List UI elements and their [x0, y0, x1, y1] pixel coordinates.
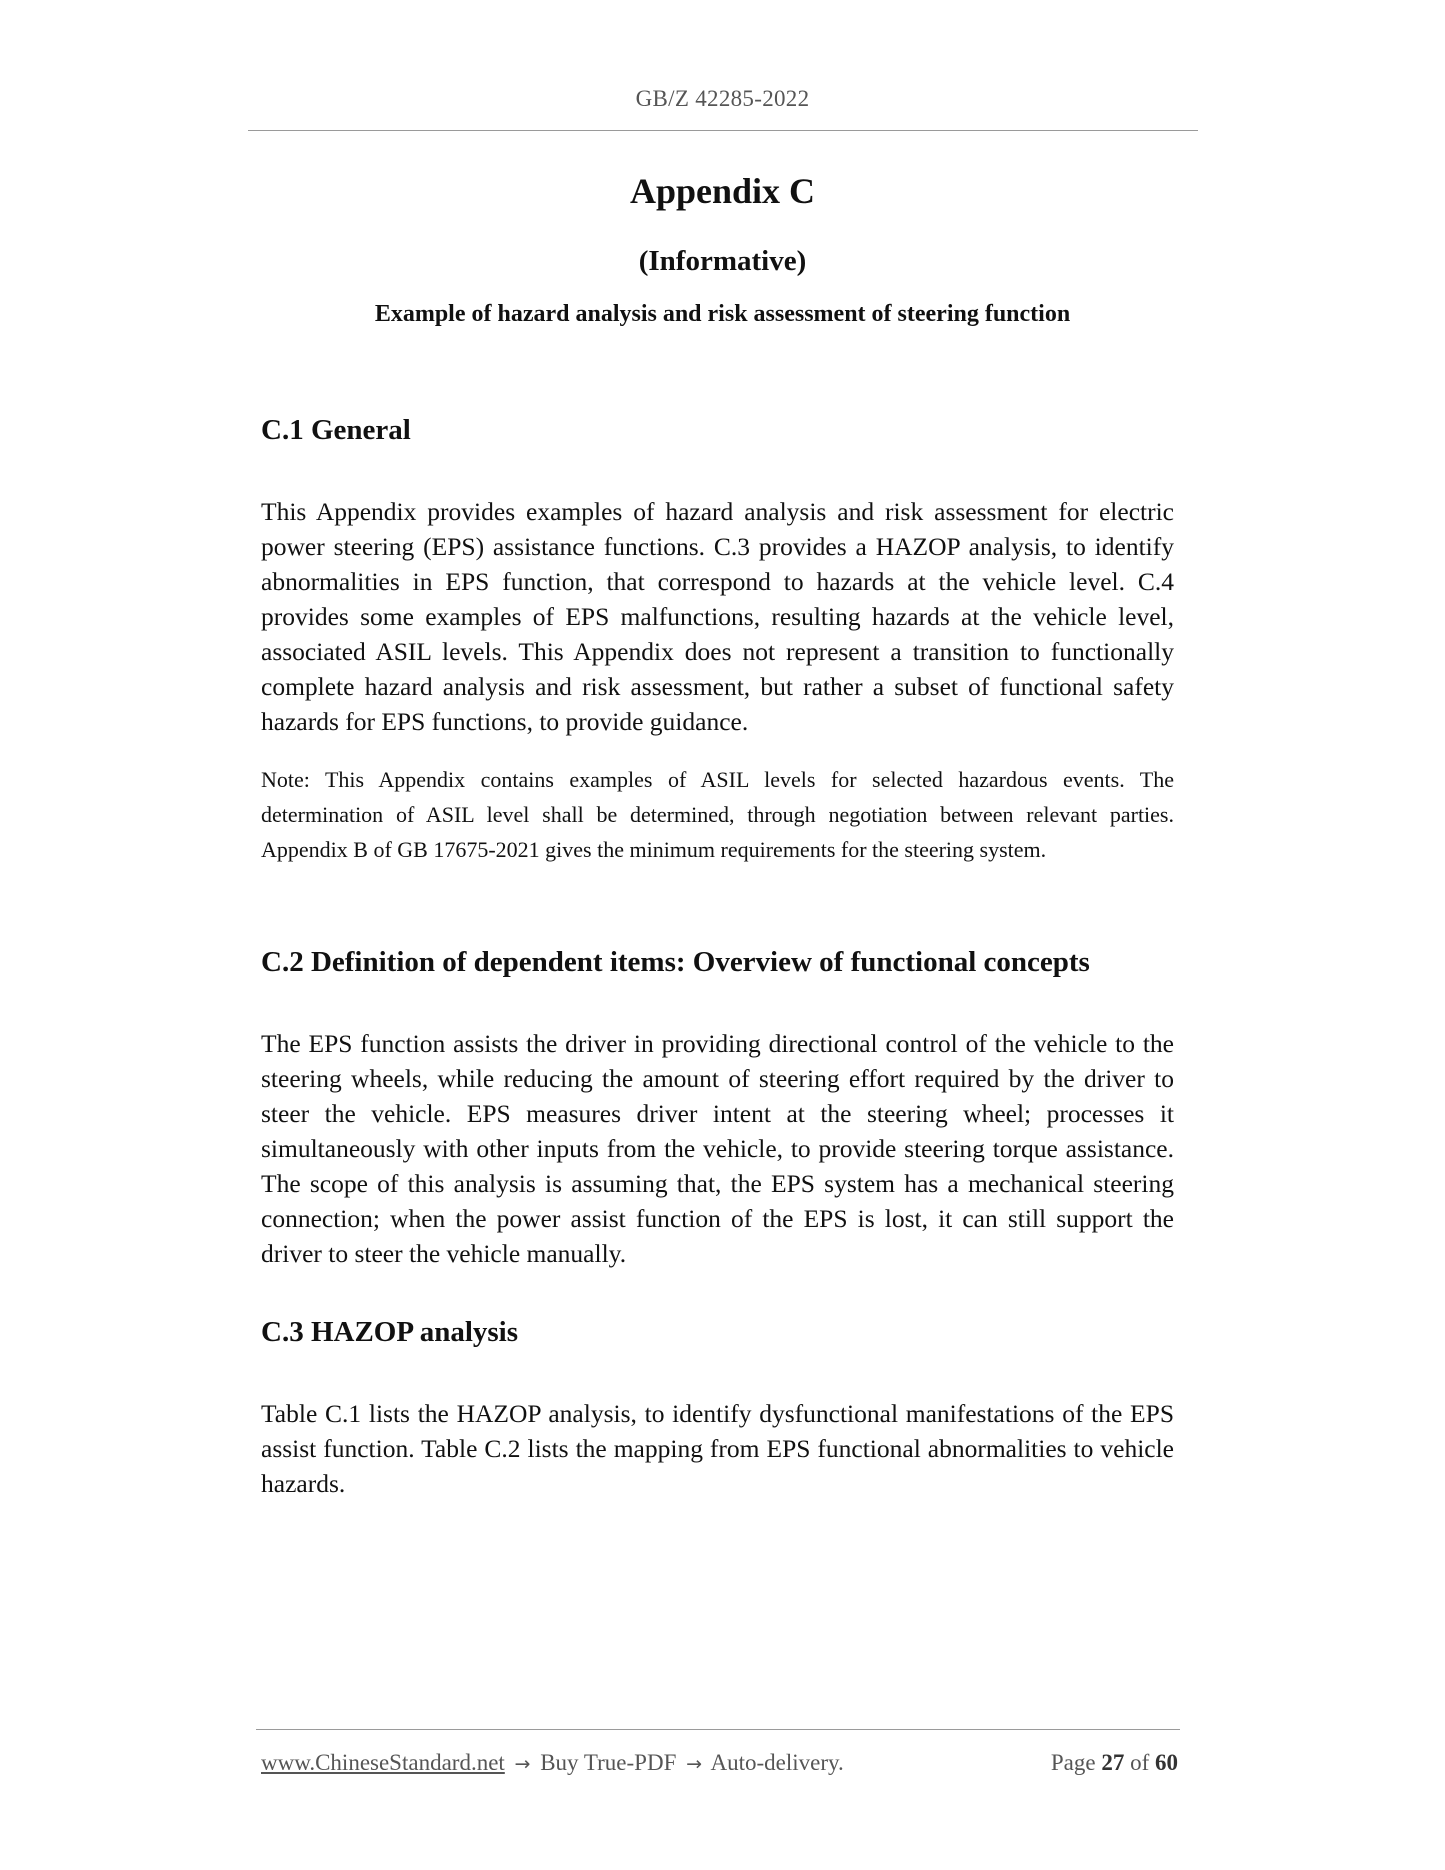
section-c2-paragraph: The EPS function assists the driver in providing directional control of the vehicle to the steering wheels, while reducing the amount of steering effort required by the driver to steer the vehicle. EPS measures driver intent at the steering wheel; processes it simultaneously with other inputs from the vehicle, to provide steering torque assistance. The scope of this analysis is assuming that, the EPS system has a mechanical steering connection; when the power assist function of the EPS is lost, it can still support the driver to steer the vehicle manually.	[261, 1029, 1174, 1268]
footer-divider	[256, 1729, 1180, 1730]
page-indicator	[1051, 1750, 1178, 1776]
buy-true-pdf-text: Buy True-PDF	[540, 1750, 677, 1775]
section-c1-note: Note: This Appendix contains examples of ASIL levels for selected hazardous events. The determination of ASIL level shall be determined, through negotiation between relevant parties. Appendix B of GB 17675-2021 gives the minimum requirements for the steering system.	[261, 767, 1174, 862]
auto-delivery-text: Auto-delivery.	[710, 1750, 844, 1775]
right-arrow-icon: →	[686, 1753, 703, 1775]
section-heading-c1: C.1 General	[261, 414, 411, 446]
page-number: 27	[1101, 1750, 1125, 1775]
page-label: Page	[1050, 1750, 1096, 1775]
appendix-title: Appendix C	[629, 171, 816, 211]
section-c3-paragraph: Table C.1 lists the HAZOP analysis, to identify dysfunctional manifestations of the EPS assist function. Table C.2 lists the mapping from EPS functional abnormalities to vehicle hazards.	[261, 1399, 1174, 1498]
page-total: 60	[1155, 1750, 1178, 1775]
site-link[interactable]: www.ChineseStandard.net	[261, 1750, 505, 1775]
section-c1-paragraph: This Appendix provides examples of hazard analysis and risk assessment for electric power steering (EPS) assistance functions. C.3 provides a HAZOP analysis, to identify abnormalities in EPS function, that correspond to hazards at the vehicle level. C.4 provides some examples of EPS malfunctions, resulting hazards at the vehicle level, associated ASIL levels. This Appendix does not represent a transition to functionally complete hazard analysis and risk assessment, but rather a subset of functional safety hazards for EPS functions, to provide guidance.	[261, 497, 1174, 736]
appendix-subtitle: Example of hazard analysis and risk assessment of steering function	[374, 301, 1071, 327]
document-code: GB/Z 42285-2022	[635, 86, 810, 111]
right-arrow-icon: →	[514, 1753, 531, 1775]
header-divider	[248, 130, 1198, 131]
footer-links	[261, 1750, 844, 1776]
section-heading-c3: C.3 HAZOP analysis	[261, 1316, 519, 1348]
appendix-type: (Informative)	[638, 245, 807, 277]
of-label: of	[1130, 1750, 1150, 1775]
section-heading-c2: C.2 Definition of dependent items: Overview of functional concepts	[261, 946, 1090, 978]
